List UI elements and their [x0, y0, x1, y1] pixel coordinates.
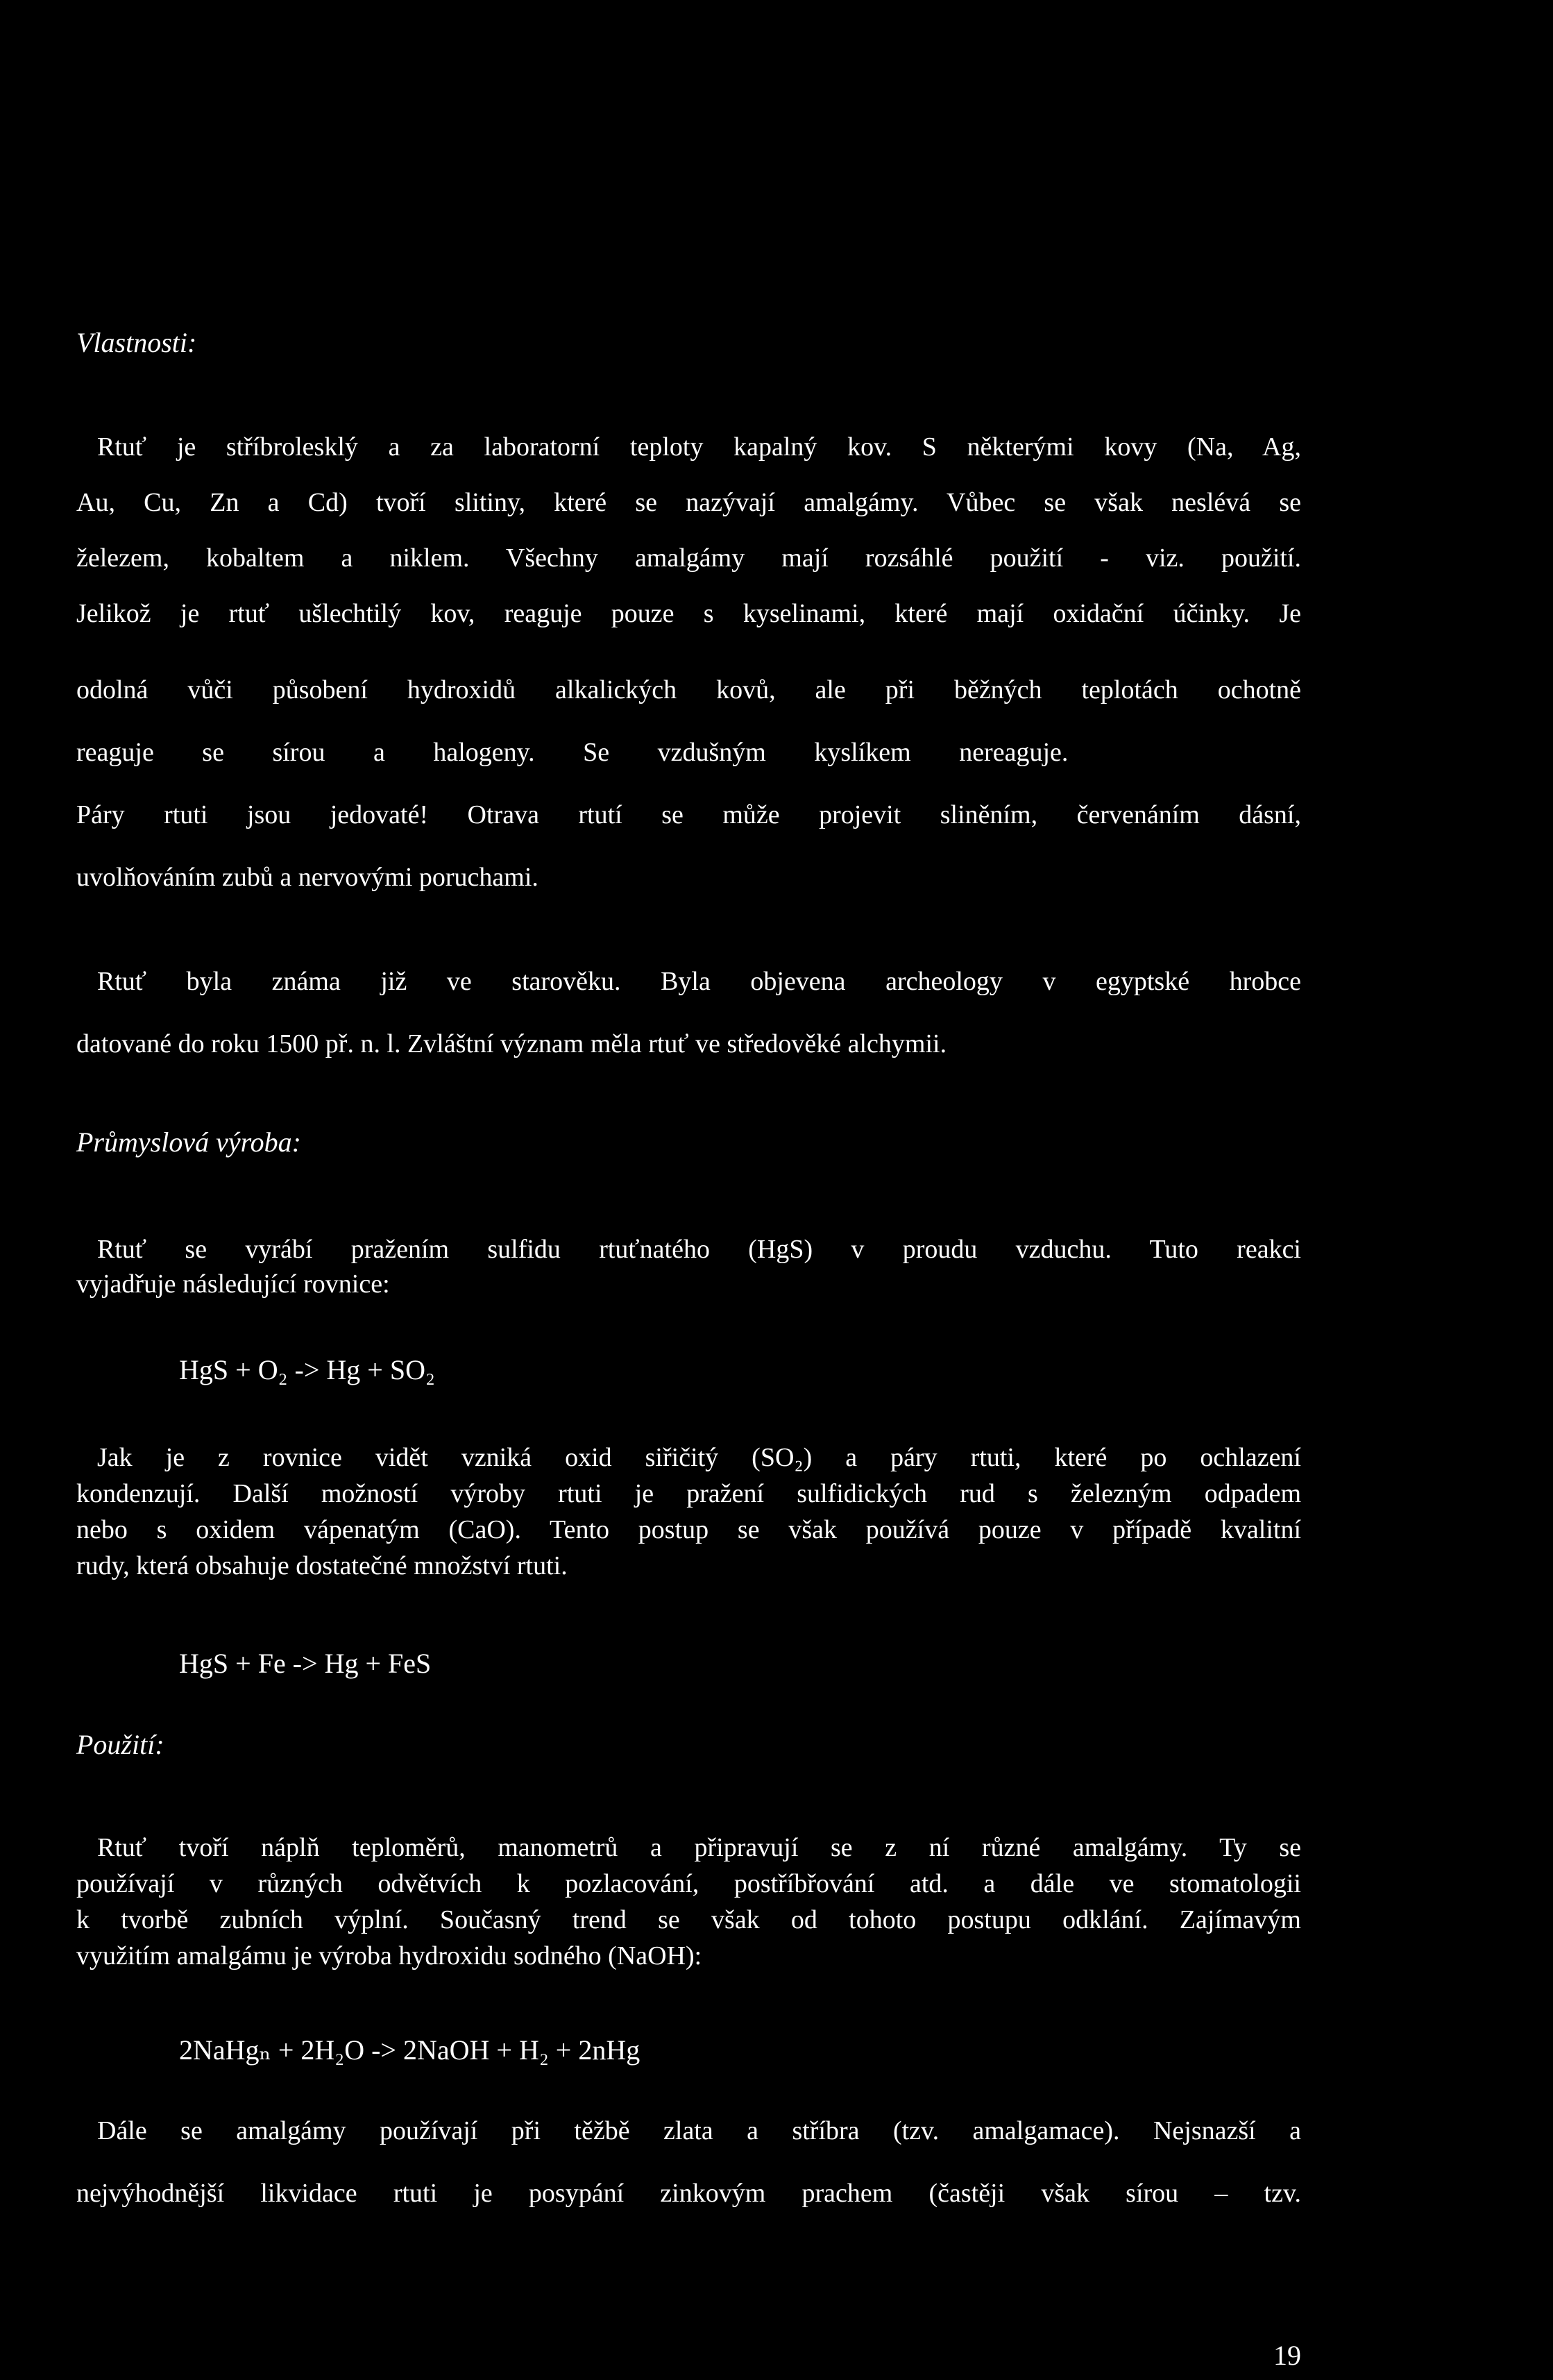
text-line: využitím amalgámu je výroba hydroxidu sodného (NaOH):	[76, 1941, 702, 1970]
text-line: nejvýhodnější likvidace rtuti je posypání zinkovým prachem (častěji však sírou – tzv.	[76, 2179, 1301, 2208]
text-line: uvolňováním zubů a nervovými poruchami.	[76, 863, 538, 892]
text-line: datované do roku 1500 př. n. l. Zvláštní význam měla rtuť ve středověké alchymii.	[76, 1029, 947, 1058]
heading-vlastnosti: Vlastnosti:	[76, 327, 197, 358]
text-line: nebo s oxidem vápenatým (CaO). Tento postup se však používá pouze v případě kvalitní	[76, 1515, 1301, 1544]
equation: HgS + O₂ -> Hg + SO₂	[179, 1354, 435, 1385]
text-line: Rtuť byla známa již ve starověku. Byla objevena archeology v egyptské hrobce	[97, 967, 1301, 996]
text-line: Dále se amalgámy používají při těžbě zlata a stříbra (tzv. amalgamace). Nejsnazší a	[97, 2116, 1301, 2145]
text-line: rudy, která obsahuje dostatečné množství rtuti.	[76, 1551, 568, 1580]
equation: 2NaHgₙ + 2H₂O -> 2NaOH + H₂ + 2nHg	[179, 2034, 640, 2066]
text-line: používají v různých odvětvích k pozlacování, postříbřování atd. a dále ve stomatologii	[76, 1869, 1301, 1898]
heading-pouziti: Použití:	[76, 1729, 164, 1760]
text-line: Jelikož je rtuť ušlechtilý kov, reaguje pouze s kyselinami, které mají oxidační účinky. Je	[76, 599, 1301, 628]
text-line: k tvorbě zubních výplní. Současný trend se však od tohoto postupu odklání. Zajímavým	[76, 1905, 1301, 1934]
text-line: kondenzují. Další možností výroby rtuti je pražení sulfidických rud s železným odpadem	[76, 1479, 1301, 1508]
heading-prumyslova-vyroba: Průmyslová výroba:	[76, 1126, 301, 1158]
text-line: odolná vůči působení hydroxidů alkalických kovů, ale při běžných teplotách ochotně	[76, 675, 1301, 704]
text-line: železem, kobaltem a niklem. Všechny amalgámy mají rozsáhlé použití - viz. použití.	[76, 543, 1301, 573]
text-line: reaguje se sírou a halogeny. Se vzdušným kyslíkem nereaguje.	[76, 738, 1069, 767]
text-line: Rtuť se vyrábí pražením sulfidu rtuťnatého (HgS) v proudu vzduchu. Tuto reakci	[97, 1235, 1301, 1264]
text-line: Rtuť tvoří náplň teploměrů, manometrů a připravují se z ní různé amalgámy. Ty se	[97, 1833, 1301, 1862]
text-line: Jak je z rovnice vidět vzniká oxid siřičitý (SO₂) a páry rtuti, které po ochlazení	[97, 1443, 1301, 1472]
text-line: Au, Cu, Zn a Cd) tvoří slitiny, které se nazývají amalgámy. Vůbec se však neslévá se	[76, 488, 1301, 517]
text-line: vyjadřuje následující rovnice:	[76, 1269, 390, 1299]
text-line: Rtuť je stříbrolesklý a za laboratorní teploty kapalný kov. S některými kovy (Na, Ag,	[97, 432, 1301, 462]
equation: HgS + Fe -> Hg + FeS	[179, 1648, 432, 1679]
text-line: Páry rtuti jsou jedovaté! Otrava rtutí se může projevit sliněním, červenáním dásní,	[76, 800, 1301, 829]
page-number: 19	[1273, 2340, 1301, 2371]
